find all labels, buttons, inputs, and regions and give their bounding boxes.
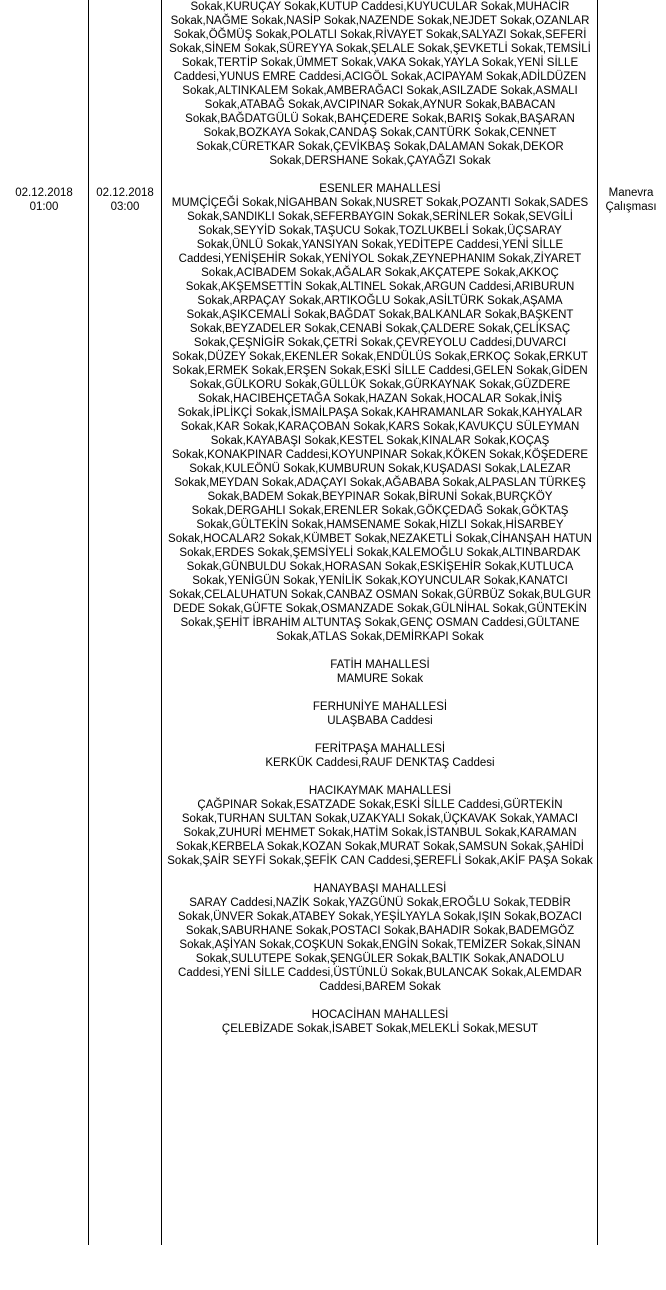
street-list: KERKÜK Caddesi,RAUF DENKTAŞ Caddesi: [265, 757, 495, 769]
street-list: ULAŞBABA Caddesi: [327, 715, 433, 727]
end-datetime-cell: [91, 186, 159, 214]
neighborhood-block: [166, 742, 594, 770]
neighborhood-heading: FERHUNİYE MAHALLESİ: [312, 701, 448, 713]
neighborhood-heading: FATİH MAHALLESİ: [330, 659, 430, 671]
neighborhood-block: [166, 784, 594, 868]
street-list: ÇELEBİZADE Sokak,İSABET Sokak,MELEKLİ Sokak,MESUT: [221, 1023, 539, 1035]
affected-streets-cell: [166, 0, 594, 1050]
street-list: MUMÇİÇEĞİ Sokak,NİGAHBAN Sokak,NUSRET Sokak,POZANTI Sokak,SADES Sokak,SANDIKLI Sokak,SEFERBAYGIN Sokak,SERİNLER Sokak,SEVGİLİ Sokak,SEYYİD Sokak,TAŞUCU Sokak,TOZLUKBELİ Sokak,ÜÇSARAY Sokak,ÜNLÜ Sokak,YANSIYAN Sokak,YEDİTEPE Caddesi,YENİ SİLLE Caddesi,YENİŞEHİR Sokak,YENİYOL Sokak,ZEYNEPHANIM Sokak,ZİYARET Sokak,ACIBADEM Sokak,AĞALAR Sokak,AKÇATEPE Sokak,AKKOÇ Sokak,AKŞEMSETTİN Sokak,ALTINEL Sokak,ARGUN Caddesi,ARIBURUN Sokak,ARPAÇAY Sokak,ARTIKOĞLU Sokak,ASİLTÜRK Sokak,AŞAMA Sokak,AŞIKCEMALİ Sokak,BAĞDAT Sokak,BALKANLAR Sokak,BAŞKENT Sokak,BEYZADELER Sokak,CENABİ Sokak,ÇALDERE Sokak,ÇELİKSAÇ Sokak,ÇEŞNİGİR Sokak,ÇETRİ Sokak,ÇEVREYOLU Caddesi,DUVARCI Sokak,DÜZEY Sokak,EKENLER Sokak,ENDÜLÜS Sokak,ERKOÇ Sokak,ERKUT Sokak,ERMEK Sokak,ERŞEN Sokak,ESKİ SİLLE Caddesi,GELEN Sokak,GİDEN Sokak,GÜLKORU Sokak,GÜLLÜK Sokak,GÜRKAYNAK Sokak,GÜZDERE Sokak,HACIBEHÇETAĞA Sokak,HAZAN Sokak,HOCALAR Sokak,İNİŞ Sokak,İPLİKÇİ Sokak,İSMAİLPAŞA Sokak,KAHRAMANLAR Sokak,KAHYALAR Sokak,KAR Sokak,KARAÇOBAN Sokak,KARS Sokak,KAVUKÇU SÜLEYMAN Sokak,KAYABAŞI Sokak,KESTEL Sokak,KINALAR Sokak,KOÇAŞ Sokak,KONAKPINAR Caddesi,KOYUNPINAR Sokak,KÖKEN Sokak,KÖŞEDERE Sokak,KULEÖNÜ Sokak,KUMBURUN Sokak,KUŞADASI Sokak,LALEZAR Sokak,MEYDAN Sokak,ADAÇAYI Sokak,AĞABABA Sokak,ALPASLAN TÜRKEŞ Sokak,BADEM Sokak,BEYPINAR Sokak,BİRUNİ Sokak,BURÇKÖY Sokak,DERGAHLI Sokak,ERENLER Sokak,GÖKÇEDAĞ Sokak,GÖKTAŞ Sokak,GÜLTEKİN Sokak,HAMSENAME Sokak,HIZLI Sokak,HİSARBEY Sokak,HOCALAR2 Sokak,KÜMBET Sokak,NEZAKETLİ Sokak,CİHANŞAH HATUN Sokak,ERDES Sokak,ŞEMSİYELİ Sokak,KALEMOĞLU Sokak,ALTINBARDAK Sokak,GÜNBULDU Sokak,HORASAN Sokak,ESKİŞEHİR Sokak,KUTLUCA Sokak,YENİGÜN Sokak,YENİLİK Sokak,KOYUNCULAR Sokak,KANATCI Sokak,CELALUHATUN Sokak,CANBAZ OSMAN Sokak,GÜRBÜZ Sokak,BULGUR DEDE Sokak,GÜFTE Sokak,OSMANZADE Sokak,GÜLNİHAL Sokak,GÜNTEKİN Sokak,ŞEHİT İBRAHİM ALTUNTAŞ Sokak,GENÇ OSMAN Caddesi,GÜLTANE Sokak,ATLAS Sokak,DEMİRKAPI Sokak: [168, 197, 592, 643]
street-list: MAMURE Sokak: [336, 673, 424, 685]
neighborhood-heading: HANAYBAŞI MAHALLESİ: [313, 883, 447, 895]
column-divider-2: [161, 0, 162, 1245]
neighborhood-heading: ESENLER MAHALLESİ: [319, 183, 441, 195]
street-block-continuation: [166, 0, 594, 168]
street-list: ÇAĞPINAR Sokak,ESATZADE Sokak,ESKİ SİLLE Caddesi,GÜRTEKİN Sokak,TURHAN SULTAN Sokak,UZAKYALI Sokak,ÜÇKAVAK Sokak,YAMACI Sokak,ZUHURİ MEHMET Sokak,HATİM Sokak,İSTANBUL Sokak,KARAMAN Sokak,KERBELA Sokak,KOZAN Sokak,MURAT Sokak,SAMSUN Sokak,ŞAHİDİ Sokak,ŞAİR SEYFİ Sokak,ŞEFİK CAN Caddesi,ŞEREFLİ Sokak,AKİF PAŞA Sokak: [167, 799, 593, 867]
neighborhood-heading: HOCACİHAN MAHALLESİ: [311, 1009, 449, 1021]
street-list: SARAY Caddesi,NAZİK Sokak,YAZGÜNÜ Sokak,EROĞLU Sokak,TEDBİR Sokak,ÜNVER Sokak,ATABEY Sokak,YEŞİLYAYLA Sokak,IŞIN Sokak,BOZACI Sokak,SABURHANE Sokak,POSTACI Sokak,BAHADIR Sokak,BADEMGÖZ Sokak,AŞİYAN Sokak,COŞKUN Sokak,ENGİN Sokak,TEMİZER Sokak,SİNAN Sokak,SULUTEPE Sokak,ŞENGÜLER Sokak,BALTIK Sokak,ANADOLU Caddesi,YENİ SİLLE Caddesi,ÜSTÜNLÜ Sokak,BULANCAK Sokak,ALEMDAR Caddesi,BAREM Sokak: [178, 897, 582, 993]
street-list: Sokak,KURUÇAY Sokak,KUTUP Caddesi,KUYUCULAR Sokak,MUHACİR Sokak,NAĞME Sokak,NASİP Sokak,NAZENDE Sokak,NEJDET Sokak,OZANLAR Sokak,ÖĞMÜŞ Sokak,POLATLI Sokak,RİVAYET Sokak,SALYAZI Sokak,SEFERİ Sokak,SİNEM Sokak,SÜREYYA Sokak,ŞELALE Sokak,ŞEVKETLİ Sokak,TEMSİLİ Sokak,TERTİP Sokak,ÜMMET Sokak,VAKA Sokak,YAYLA Sokak,YENİ SİLLE Caddesi,YUNUS EMRE Caddesi,ACIGÖL Sokak,ACIPAYAM Sokak,ADİLDÜZEN Sokak,ALTINKALEM Sokak,AMBERAĞACI Sokak,ASILZADE Sokak,ASMALI Sokak,ATABAĞ Sokak,AVCIPINAR Sokak,AYNUR Sokak,BABACAN Sokak,BAĞDATGÜLÜ Sokak,BAHÇEDERE Sokak,BARIŞ Sokak,BAŞARAN Sokak,BOZKAYA Sokak,CANDAŞ Sokak,CANTÜRK Sokak,CENNET Sokak,CÜRETKAR Sokak,ÇEVİKBAŞ Sokak,DALAMAN Sokak,DEKOR Sokak,DERSHANE Sokak,ÇAYAĞZI Sokak: [169, 1, 591, 167]
end-date: 02.12.2018: [96, 187, 154, 199]
neighborhood-heading: FERİTPAŞA MAHALLESİ: [314, 743, 446, 755]
start-datetime-cell: [2, 186, 86, 214]
neighborhood-block: [166, 700, 594, 728]
neighborhood-block: [166, 882, 594, 994]
work-type-line2: Çalışması: [605, 201, 657, 213]
neighborhood-block: [166, 658, 594, 686]
end-time: 03:00: [110, 201, 140, 213]
neighborhood-heading: HACIKAYMAK MAHALLESİ: [308, 785, 452, 797]
work-type-cell: [600, 186, 662, 214]
start-time: 01:00: [29, 201, 59, 213]
neighborhood-block: [166, 182, 594, 644]
column-divider-1: [88, 0, 89, 1245]
column-divider-3: [597, 0, 598, 1245]
work-type-line1: Manevra: [608, 187, 654, 199]
start-date: 02.12.2018: [15, 187, 73, 199]
neighborhood-block: [166, 1008, 594, 1036]
